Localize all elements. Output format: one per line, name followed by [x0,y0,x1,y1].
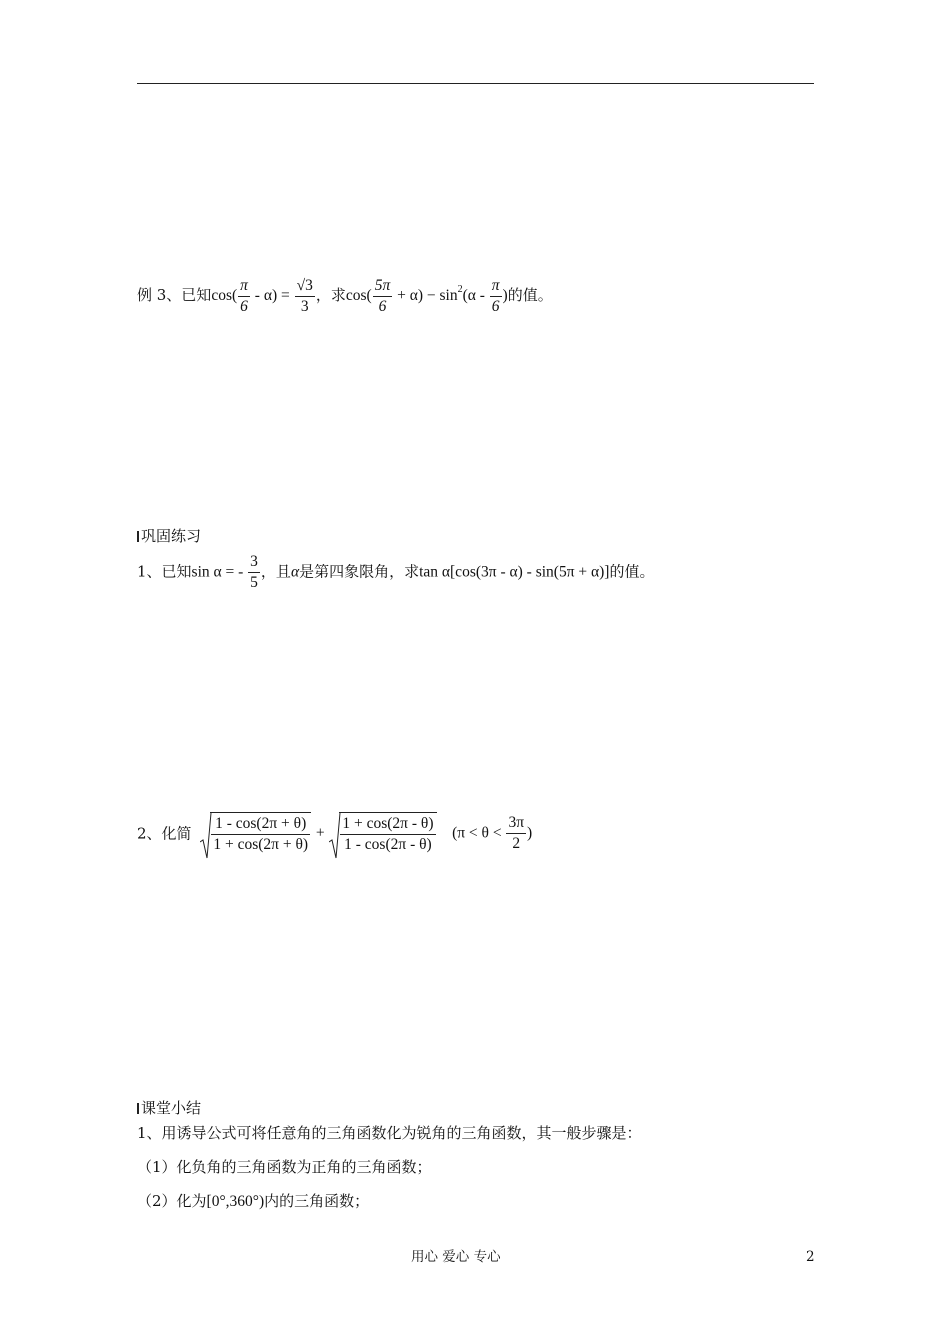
summary-step-2 [137,1191,369,1212]
r1-den: 1 + cos(2π + θ) [213,836,309,853]
q1-frac-num: 3 [248,552,260,573]
radical-1-fraction [211,814,310,855]
r1-num: 1 - cos(2π + θ) [211,814,310,835]
q1-expr: tan α[cos(3π - α) - sin(5π + α)] [419,563,610,581]
q2-cond-fraction [506,813,526,854]
target-frac-den: 6 [378,298,387,315]
q1-suffix: 的值。 [609,562,655,581]
r2-den: 1 - cos(2π - θ) [344,836,432,853]
summary-heading-text: 课堂小结 [141,1099,202,1117]
square-superscript: 2 [457,284,463,296]
summary-line-1: 1、用诱导公式可将任意角的三角函数化为锐角的三角函数，其一般步骤是： [137,1124,642,1142]
sqrt3-num: √3 [295,276,315,297]
page-number: 2 [806,1249,815,1265]
r2-num: 1 + cos(2π - θ) [340,814,435,835]
consolidation-heading [137,526,201,546]
footer-motto: 用心 爱心 专心 [411,1249,501,1265]
q2-cond-a: (π < θ < [452,824,506,842]
target-frac2-den: 6 [491,298,500,315]
given-fraction [238,276,250,317]
question-2 [137,812,532,855]
q1-prefix: 1、已知 [137,562,192,581]
summary-step-1: （1）化负角的三角函数为正角的三角函数； [137,1158,432,1176]
given-rest: - α) = [250,287,294,305]
target-fraction [373,276,393,317]
target-frac-num: 5π [373,276,393,297]
target-expr-a: cos( [345,287,372,305]
cond-den: 2 [512,835,521,852]
q2-plus: + [315,824,325,842]
example-3-prefix: 例 3、已知 [137,286,212,305]
q1-lhs: sin α = - [191,563,248,581]
example-3 [137,276,553,317]
sqrt3-den: 3 [300,298,309,315]
question-1 [137,552,654,593]
heading-marker-icon [137,531,139,542]
heading-marker-icon [137,1103,139,1114]
radical-2-sign-icon [329,812,341,860]
example-3-suffix: 的值。 [507,286,553,305]
q1-alpha: α [290,563,300,581]
given-frac-den: 6 [240,298,248,315]
summary-heading [137,1098,201,1118]
target-expr-c: (α - [462,287,489,305]
target-frac2-num: π [490,276,502,297]
target-fraction-2 [490,276,502,317]
step2-prefix: （2）化为 [137,1192,207,1210]
radical-1 [200,812,311,855]
target-expr-b: + α) − sin [393,287,458,305]
sqrt3-fraction [295,276,315,317]
radical-2 [329,812,436,855]
q1-fraction [248,552,260,593]
step2-interval: [0°,360°) [206,1193,265,1210]
example-3-mid: ，求 [315,286,346,305]
target-expr-d: ) [502,287,508,305]
q2-cond-b: ) [527,824,533,842]
radical-1-sign-icon [200,812,212,860]
given-frac-num: π [238,276,250,297]
q1-mid: ，且 [260,562,291,581]
step2-suffix: 内的三角函数； [264,1192,370,1210]
cond-num: 3π [506,813,526,834]
q2-prefix: 2、化简 [137,824,192,843]
q1-frac-den: 5 [250,574,258,591]
given-expr [211,277,316,315]
q1-mid2: 是第四象限角，求 [299,562,420,581]
radical-2-fraction [340,814,435,855]
given-lhs: cos( [211,287,238,305]
header-rule [137,83,814,84]
consolidation-heading-text: 巩固练习 [141,527,202,545]
